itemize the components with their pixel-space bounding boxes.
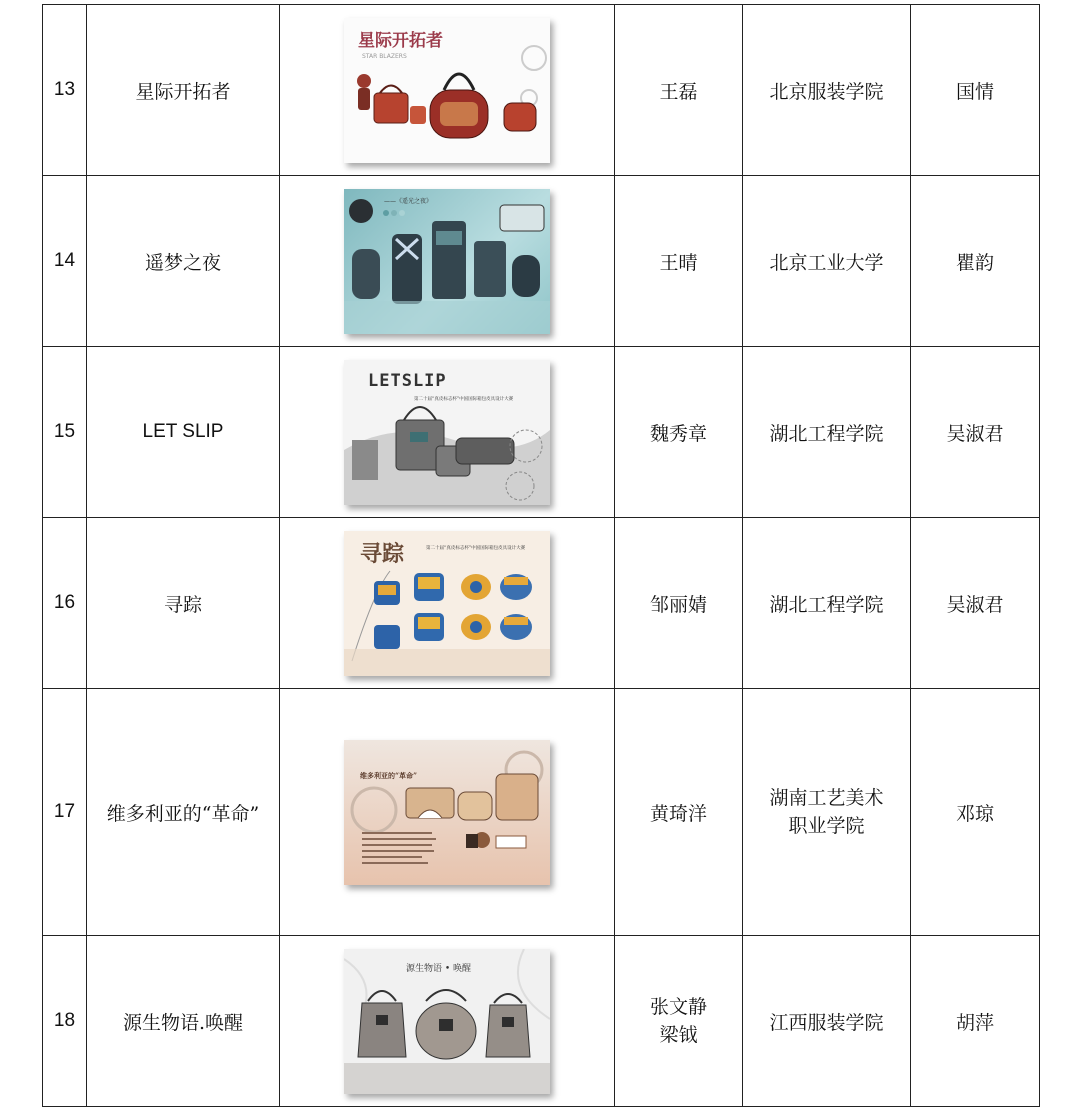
row-number: 15 (43, 347, 87, 518)
table-row (43, 689, 1040, 936)
table-row (43, 347, 1040, 518)
advisor: 吴淑君 (911, 347, 1040, 518)
row-number: 17 (43, 689, 87, 936)
work-thumbnail (344, 949, 550, 1094)
work-thumbnail (344, 189, 550, 334)
work-title: LET SLIP (87, 347, 280, 518)
advisor: 国情 (911, 5, 1040, 176)
work-thumbnail (344, 531, 550, 676)
author: 黄琦洋 (615, 689, 743, 936)
author: 王晴 (615, 176, 743, 347)
work-title: 星际开拓者 (87, 5, 280, 176)
advisor: 吴淑君 (911, 518, 1040, 689)
advisor: 胡萍 (911, 936, 1040, 1107)
author: 张文静 梁钺 (615, 936, 743, 1107)
work-thumbnail (344, 740, 550, 885)
table-row (43, 5, 1040, 176)
work-title: 寻踪 (87, 518, 280, 689)
school: 江西服装学院 (743, 936, 911, 1107)
thumb-subtitle: 第二十届“真皮标志杯”中国国际箱包皮具设计大赛 (426, 545, 526, 551)
school: 北京工业大学 (743, 176, 911, 347)
work-title: 遥梦之夜 (87, 176, 280, 347)
bag-illustrations (357, 74, 536, 138)
author: 王磊 (615, 5, 743, 176)
work-title: 维多利亚的“革命” (87, 689, 280, 936)
thumb-subtitle: STAR BLAZERS (362, 52, 407, 60)
work-image-cell (280, 176, 615, 347)
thumb-title: 维多利亚的“革命” (360, 770, 418, 780)
school: 湖北工程学院 (743, 347, 911, 518)
advisor: 瞿韵 (911, 176, 1040, 347)
thumb-title: 星际开拓者 (358, 30, 443, 51)
work-thumbnail (344, 18, 550, 163)
row-number: 18 (43, 936, 87, 1107)
bag-illustrations (406, 774, 538, 848)
school: 北京服装学院 (743, 5, 911, 176)
school: 湖北工程学院 (743, 518, 911, 689)
advisor: 邓琼 (911, 689, 1040, 936)
thumb-title: 寻踪 (360, 540, 405, 567)
bag-illustrations (358, 990, 530, 1059)
work-title: 源生物语.唤醒 (87, 936, 280, 1107)
table-row (43, 936, 1040, 1107)
thumb-title: ——《遥光之夜》 (384, 197, 433, 205)
bag-illustrations (374, 573, 532, 649)
row-number: 16 (43, 518, 87, 689)
work-image-cell (280, 5, 615, 176)
table-row (43, 176, 1040, 347)
award-table (42, 4, 1040, 1107)
thumb-subtitle: 第二十届“真皮标志杯”中国国际箱包皮具设计大赛 (414, 396, 514, 402)
thumb-title: LETSLIP (368, 370, 447, 391)
work-image-cell (280, 689, 615, 936)
row-number: 13 (43, 5, 87, 176)
thumb-title: 源生物语 • 唤醒 (406, 963, 472, 974)
table-row (43, 518, 1040, 689)
school: 湖南工艺美术 职业学院 (743, 689, 911, 936)
work-image-cell (280, 936, 615, 1107)
work-thumbnail (344, 360, 550, 505)
work-image-cell (280, 347, 615, 518)
bag-illustrations (352, 205, 544, 304)
author: 魏秀章 (615, 347, 743, 518)
work-image-cell (280, 518, 615, 689)
author: 邹丽婧 (615, 518, 743, 689)
row-number: 14 (43, 176, 87, 347)
